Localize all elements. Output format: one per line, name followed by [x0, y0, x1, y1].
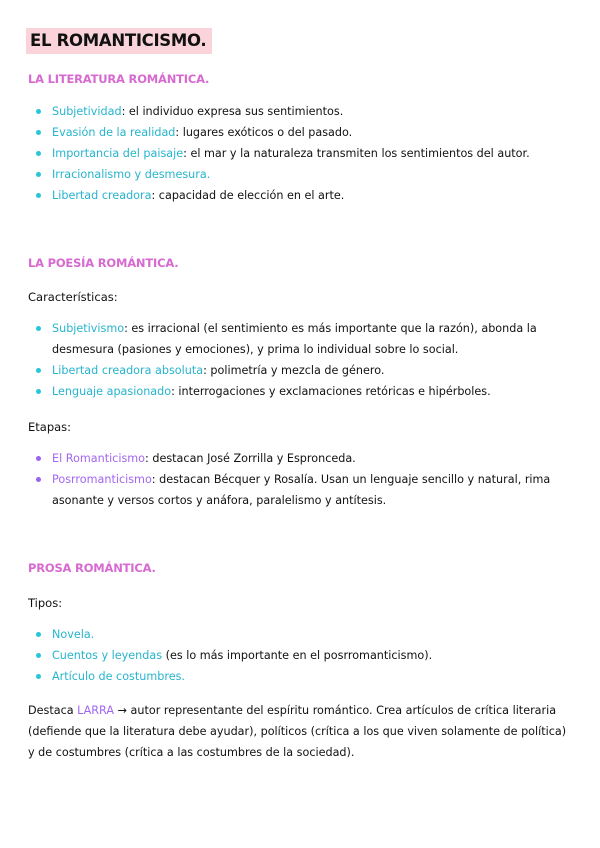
- list-item: [36, 360, 576, 381]
- item-text: : destacan José Zorrilla y Espronceda.: [145, 452, 356, 465]
- list-item: [36, 185, 576, 206]
- list-item: [36, 381, 576, 402]
- bullet-icon: [36, 368, 41, 373]
- list-item: [36, 318, 576, 360]
- list-item: [36, 143, 576, 164]
- bullet-icon: [36, 172, 41, 177]
- keyword: Evasión de la realidad: [52, 126, 176, 139]
- etapas-label: Etapas:: [28, 420, 72, 434]
- keyword: Artículo de costumbres.: [52, 670, 185, 683]
- keyword: Importancia del paisaje: [52, 147, 184, 160]
- list-item: [36, 666, 576, 687]
- item-text: : destacan Bécquer y Rosalía. Usan un lenguaje sencillo y natural, rima asonante y versos cortos y anáfora, paralelismo y antítesis.: [52, 473, 551, 507]
- keyword: Novela.: [52, 628, 95, 641]
- item-text: : lugares exóticos o del pasado.: [175, 126, 353, 139]
- item-text: : el individuo expresa sus sentimientos.: [121, 105, 344, 118]
- larra-paragraph: [28, 700, 573, 763]
- keyword: Libertad creadora absoluta: [52, 364, 204, 377]
- bullet-icon: [36, 477, 41, 482]
- literatura-list: [36, 101, 576, 206]
- prosa-heading: PROSA ROMÁNTICA.: [28, 561, 156, 575]
- caracteristicas-label: Características:: [28, 290, 118, 304]
- keyword: Libertad creadora: [52, 189, 152, 202]
- bullet-icon: [36, 193, 41, 198]
- bullet-icon: [36, 326, 41, 331]
- bullet-icon: [36, 674, 41, 679]
- bullet-icon: [36, 130, 41, 135]
- bullet-icon: [36, 109, 41, 114]
- list-item: [36, 448, 576, 469]
- item-text: : capacidad de elección en el arte.: [151, 189, 345, 202]
- bullet-icon: [36, 456, 41, 461]
- bullet-icon: [36, 389, 41, 394]
- keyword: Cuentos y leyendas: [52, 649, 163, 662]
- keyword: Subjetividad: [52, 105, 122, 118]
- item-text: : el mar y la naturaleza transmiten los sentimientos del autor.: [183, 147, 530, 160]
- destaca-prefix: Destaca: [28, 704, 78, 717]
- keyword: Irracionalismo y desmesura.: [52, 168, 211, 181]
- keyword: El Romanticismo: [52, 452, 146, 465]
- etapas-list: [36, 448, 576, 511]
- literatura-heading: LA LITERATURA ROMÁNTICA.: [28, 72, 210, 86]
- poesia-heading: LA POESÍA ROMÁNTICA.: [28, 256, 179, 270]
- keyword: Posrromanticismo: [52, 473, 152, 486]
- list-item: [36, 101, 576, 122]
- keyword: Subjetivismo: [52, 322, 125, 335]
- list-item: [36, 122, 576, 143]
- item-text: (es lo más importante en el posrromanticismo).: [162, 649, 433, 662]
- bullet-icon: [36, 632, 41, 637]
- destaca-text: → autor representante del espíritu romántico. Crea artículos de crítica literaria (defiende que la literatura debe ayudar), políticos (crítica a los que viven solamente de política) y de costumbres (crítica a las costumbres de la sociedad).: [28, 704, 567, 759]
- page-title: EL ROMANTICISMO.: [26, 28, 212, 54]
- list-item: [36, 164, 576, 185]
- list-item: [36, 469, 576, 511]
- caracteristicas-list: [36, 318, 576, 402]
- item-text: : polimetría y mezcla de género.: [203, 364, 385, 377]
- keyword: Lenguaje apasionado: [52, 385, 172, 398]
- bullet-icon: [36, 653, 41, 658]
- larra-keyword: LARRA: [77, 704, 115, 717]
- tipos-label: Tipos:: [28, 596, 63, 610]
- list-item: [36, 624, 576, 645]
- tipos-list: [36, 624, 576, 687]
- item-text: : es irracional (el sentimiento es más importante que la razón), abonda la desmesura (pasiones y emociones), y prima lo individual sobre lo social.: [52, 322, 537, 356]
- list-item: [36, 645, 576, 666]
- item-text: : interrogaciones y exclamaciones retóricas e hipérboles.: [171, 385, 491, 398]
- bullet-icon: [36, 151, 41, 156]
